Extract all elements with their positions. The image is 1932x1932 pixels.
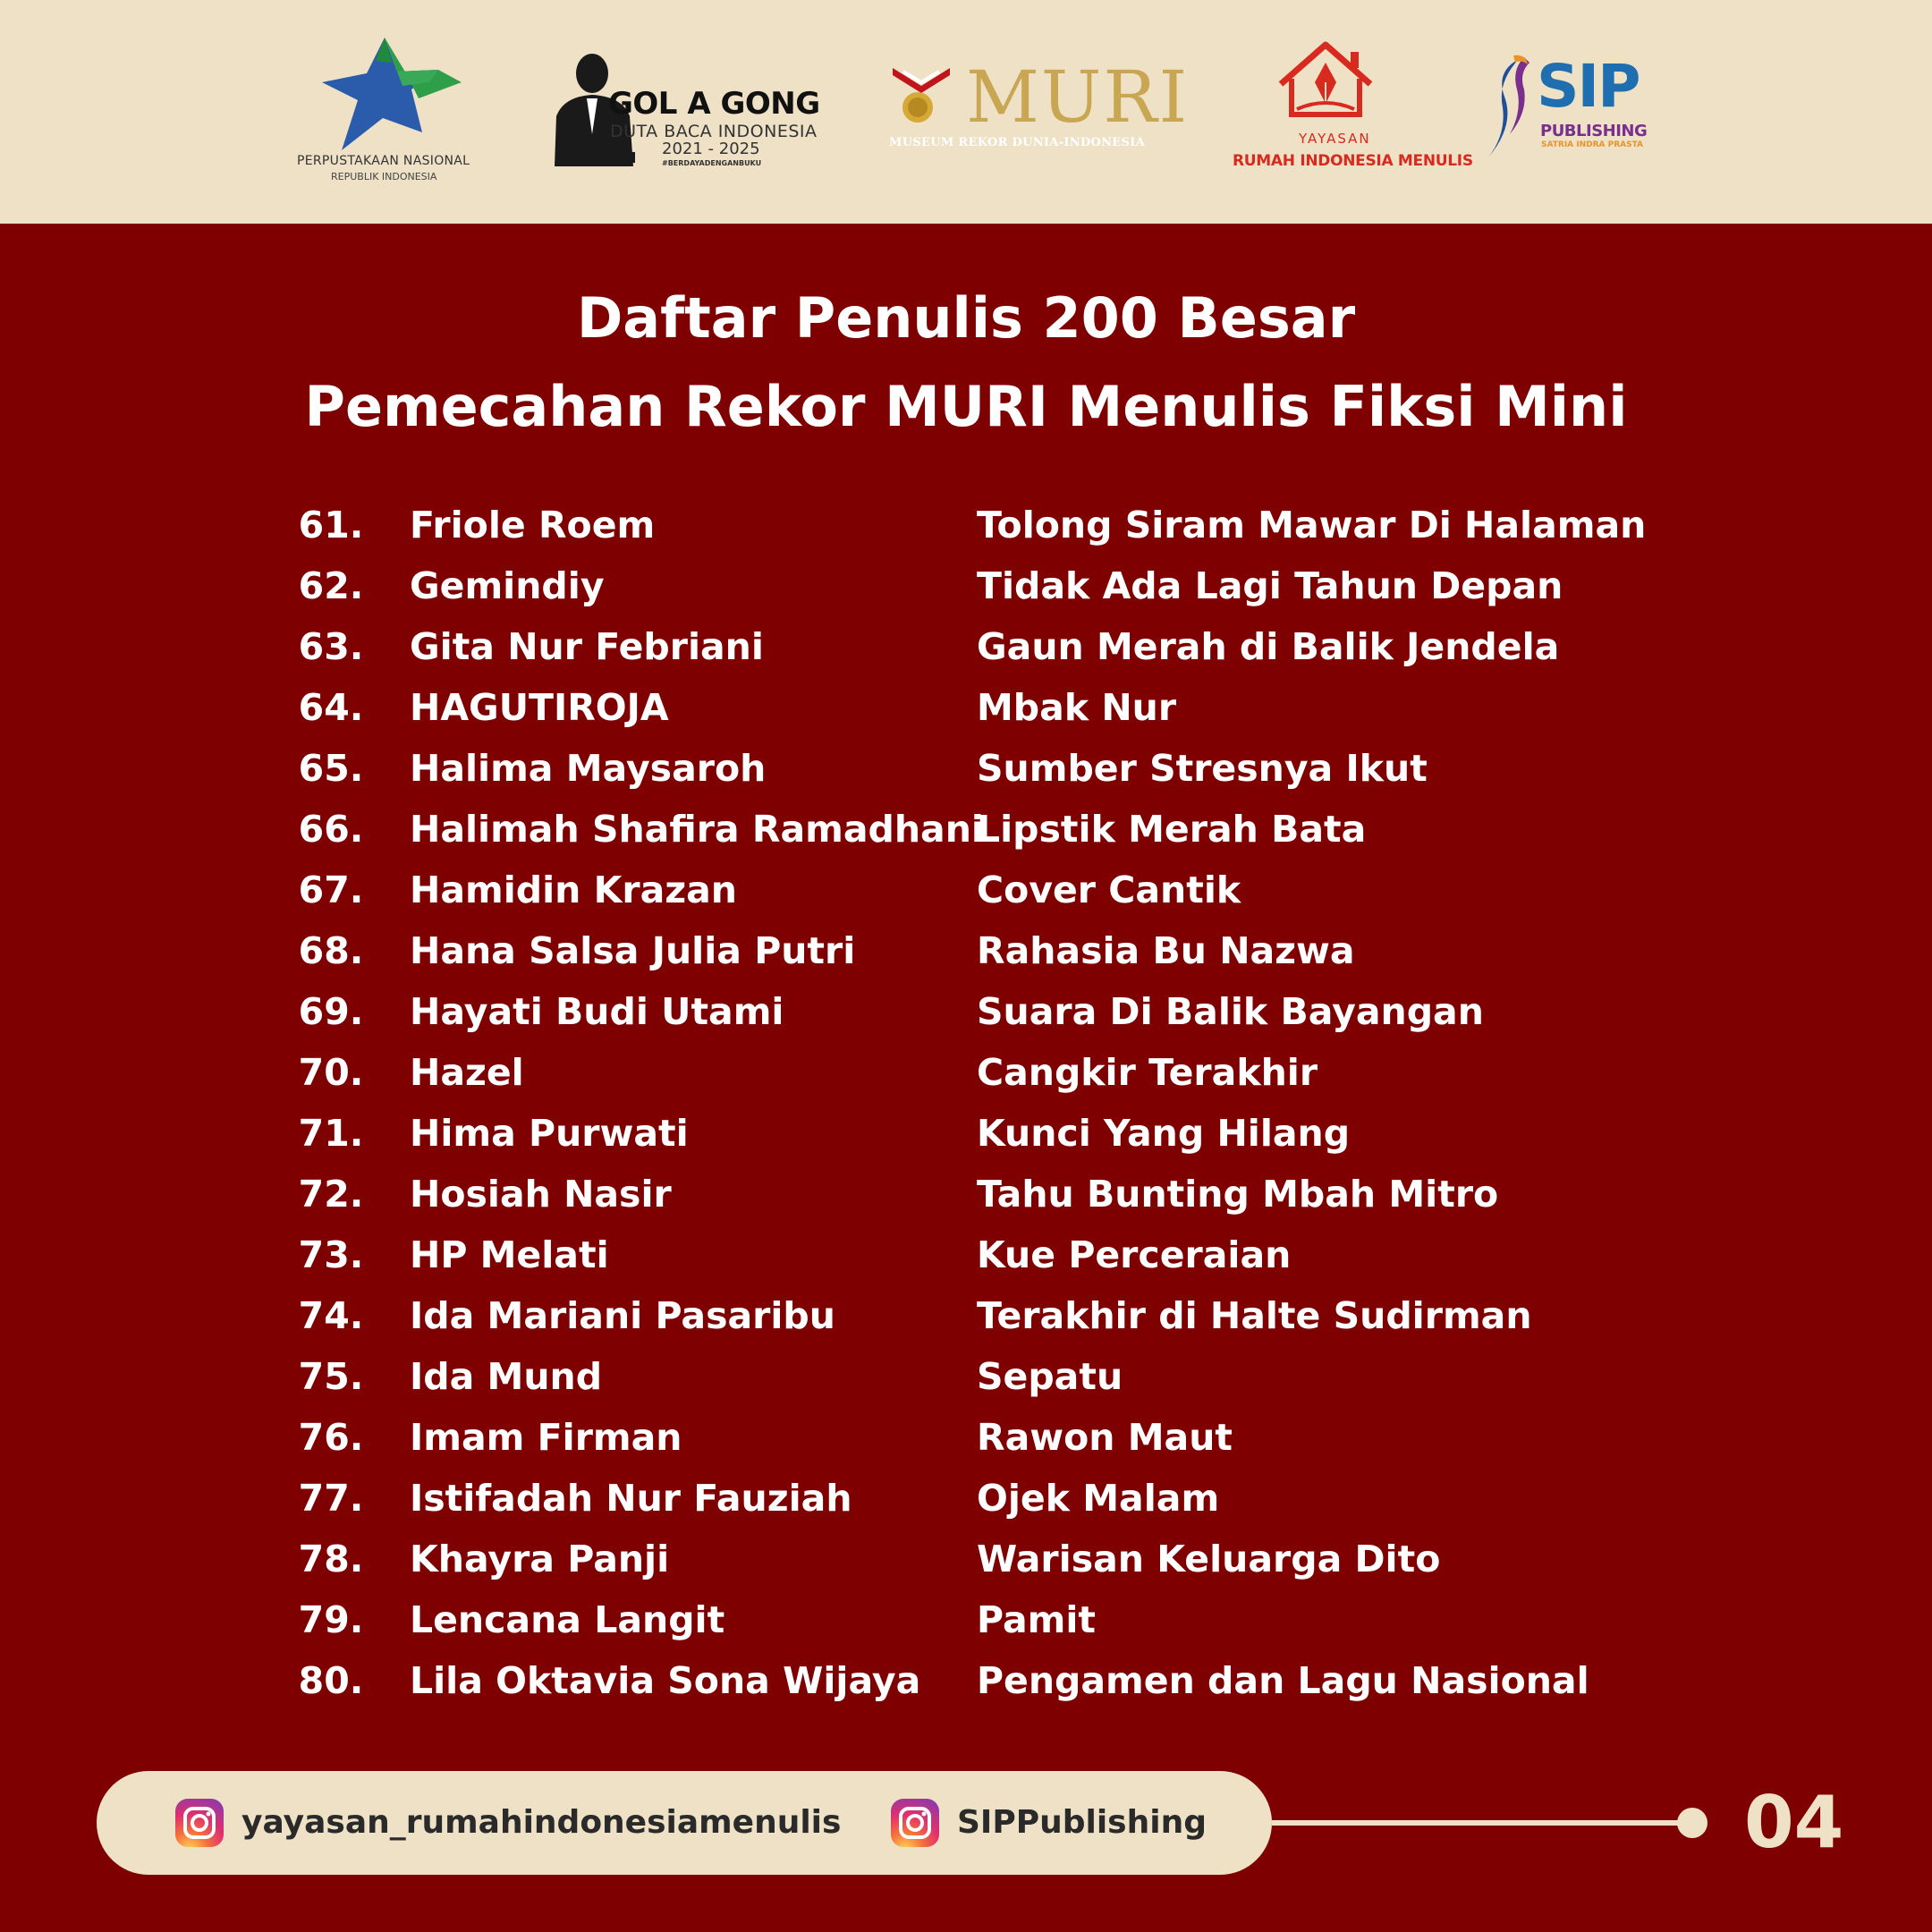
ribbon-swoosh-icon: [1476, 0, 1538, 170]
muri-subtitle: MUSEUM REKOR DUNIA-INDONESIA: [889, 136, 1145, 149]
perpusnas-subtitle: REPUBLIK INDONESIA: [331, 171, 437, 182]
story-title: Pengamen dan Lagu Nasional: [977, 1659, 1589, 1702]
story-title: Sumber Stresnya Ikut: [977, 747, 1428, 790]
writer-name: Hamidin Krazan: [410, 869, 737, 911]
list-item: [0, 1408, 1932, 1469]
list-item: [0, 800, 1932, 860]
instagram-handle-rim[interactable]: yayasan_rumahindonesiamenulis: [242, 1804, 842, 1841]
story-title: Tahu Bunting Mbah Mitro: [977, 1173, 1499, 1216]
writer-name: Hana Salsa Julia Putri: [410, 929, 856, 972]
sip-publishing-logo: [1476, 0, 1655, 224]
list-item: [0, 860, 1932, 921]
list-item: [0, 1104, 1932, 1165]
story-title: Gaun Merah di Balik Jendela: [977, 625, 1560, 668]
list-item: [0, 739, 1932, 800]
writer-name: Hayati Budi Utami: [410, 990, 784, 1033]
entry-number: 71.: [298, 1112, 364, 1155]
writer-name: Halima Maysaroh: [410, 747, 767, 790]
entry-number: 72.: [298, 1173, 364, 1216]
story-title: Warisan Keluarga Dito: [977, 1538, 1441, 1580]
writer-name: HP Melati: [410, 1233, 609, 1276]
list-item: [0, 617, 1932, 678]
list-item: [0, 1651, 1932, 1712]
writer-name: Khayra Panji: [410, 1538, 670, 1580]
writer-name: Hima Purwati: [410, 1112, 689, 1155]
story-title: Rahasia Bu Nazwa: [977, 929, 1355, 972]
entry-number: 76.: [298, 1416, 364, 1459]
medal-icon: [886, 0, 957, 134]
entry-number: 70.: [298, 1051, 364, 1094]
writer-name: Istifadah Nur Fauziah: [410, 1477, 852, 1520]
list-item: [0, 1590, 1932, 1651]
gol-a-gong-years: 2021 - 2025: [662, 140, 760, 158]
writer-name: Hosiah Nasir: [410, 1173, 672, 1216]
list-item: [0, 1165, 1932, 1225]
gol-a-gong-tagline: #BERDAYADENGANBUKU: [662, 159, 762, 167]
entry-number: 68.: [298, 929, 364, 972]
entry-number: 62.: [298, 564, 364, 607]
list-item: [0, 982, 1932, 1043]
writer-list: [0, 496, 1932, 1712]
list-item: [0, 1469, 1932, 1530]
muri-logo: [886, 0, 1190, 224]
writer-name: Imam Firman: [410, 1416, 682, 1459]
list-item: [0, 556, 1932, 617]
story-title: Kue Perceraian: [977, 1233, 1292, 1276]
instagram-handle-sip[interactable]: SIPPublishing: [957, 1804, 1207, 1841]
house-pen-icon: [1225, 0, 1431, 134]
writer-name: Friole Roem: [410, 504, 656, 547]
writer-name: Gemindiy: [410, 564, 605, 607]
story-title: Tidak Ada Lagi Tahun Depan: [977, 564, 1563, 607]
story-title: Cover Cantik: [977, 869, 1241, 911]
entry-number: 67.: [298, 869, 364, 911]
writer-name: Halimah Shafira Ramadhani: [410, 808, 984, 851]
social-footer: [97, 1771, 1272, 1875]
footer-divider-dot: [1677, 1808, 1707, 1838]
story-title: Lipstik Merah Bata: [977, 808, 1367, 851]
story-title: Rawon Maut: [977, 1416, 1233, 1459]
writer-name: Lencana Langit: [410, 1598, 725, 1641]
writer-name: Gita Nur Febriani: [410, 625, 764, 668]
entry-number: 69.: [298, 990, 364, 1033]
story-title: Pamit: [977, 1598, 1096, 1641]
list-item: [0, 1043, 1932, 1104]
list-item: [0, 1286, 1932, 1347]
entry-number: 63.: [298, 625, 364, 668]
story-title: Mbak Nur: [977, 686, 1177, 729]
rim-line1: YAYASAN: [1299, 131, 1371, 147]
entry-number: 75.: [298, 1355, 364, 1398]
story-title: Tolong Siram Mawar Di Halaman: [977, 504, 1647, 547]
entry-number: 78.: [298, 1538, 364, 1580]
story-title: Cangkir Terakhir: [977, 1051, 1318, 1094]
gol-a-gong-role: DUTA BACA INDONESIA: [610, 122, 818, 141]
entry-number: 66.: [298, 808, 364, 851]
page-subtitle: Pemecahan Rekor MURI Menulis Fiksi Mini: [304, 374, 1628, 439]
star-icon: [286, 0, 483, 152]
entry-number: 65.: [298, 747, 364, 790]
header-bar: [0, 0, 1932, 224]
writer-name: Lila Oktavia Sona Wijaya: [410, 1659, 921, 1702]
list-item: [0, 1530, 1932, 1590]
sip-name: SIP: [1537, 52, 1640, 121]
gol-a-gong-logo: [537, 0, 823, 224]
entry-number: 61.: [298, 504, 364, 547]
list-item: [0, 678, 1932, 739]
instagram-icon[interactable]: [891, 1799, 939, 1847]
story-title: Suara Di Balik Bayangan: [977, 990, 1484, 1033]
gol-a-gong-name: GOL A GONG: [608, 86, 820, 122]
perpusnas-logo: [286, 0, 483, 224]
story-title: Sepatu: [977, 1355, 1123, 1398]
list-item: [0, 921, 1932, 982]
list-item: [0, 496, 1932, 556]
entry-number: 79.: [298, 1598, 364, 1641]
footer-divider-line: [1272, 1820, 1690, 1826]
writer-name: Ida Mund: [410, 1355, 603, 1398]
perpusnas-name: PERPUSTAKAAN NASIONAL: [297, 154, 470, 168]
entry-number: 74.: [298, 1294, 364, 1337]
story-title: Terakhir di Halte Sudirman: [977, 1294, 1532, 1337]
sip-publishing: PUBLISHING: [1540, 122, 1648, 140]
rim-line2: RUMAH INDONESIA MENULIS: [1233, 152, 1473, 170]
entry-number: 64.: [298, 686, 364, 729]
muri-name: MURI: [966, 55, 1190, 139]
story-title: Kunci Yang Hilang: [977, 1112, 1351, 1155]
story-title: Ojek Malam: [977, 1477, 1220, 1520]
page-number: 04: [1744, 1781, 1844, 1864]
entry-number: 80.: [298, 1659, 364, 1702]
writer-name: Ida Mariani Pasaribu: [410, 1294, 835, 1337]
sip-fullname: SATRIA INDRA PRASTA: [1541, 140, 1644, 149]
page-title: Daftar Penulis 200 Besar: [576, 285, 1356, 351]
writer-name: Hazel: [410, 1051, 524, 1094]
rumah-indonesia-menulis-logo: [1225, 0, 1473, 224]
list-item: [0, 1225, 1932, 1286]
instagram-icon[interactable]: [175, 1799, 224, 1847]
entry-number: 73.: [298, 1233, 364, 1276]
writer-name: HAGUTIROJA: [410, 686, 669, 729]
list-item: [0, 1347, 1932, 1408]
entry-number: 77.: [298, 1477, 364, 1520]
